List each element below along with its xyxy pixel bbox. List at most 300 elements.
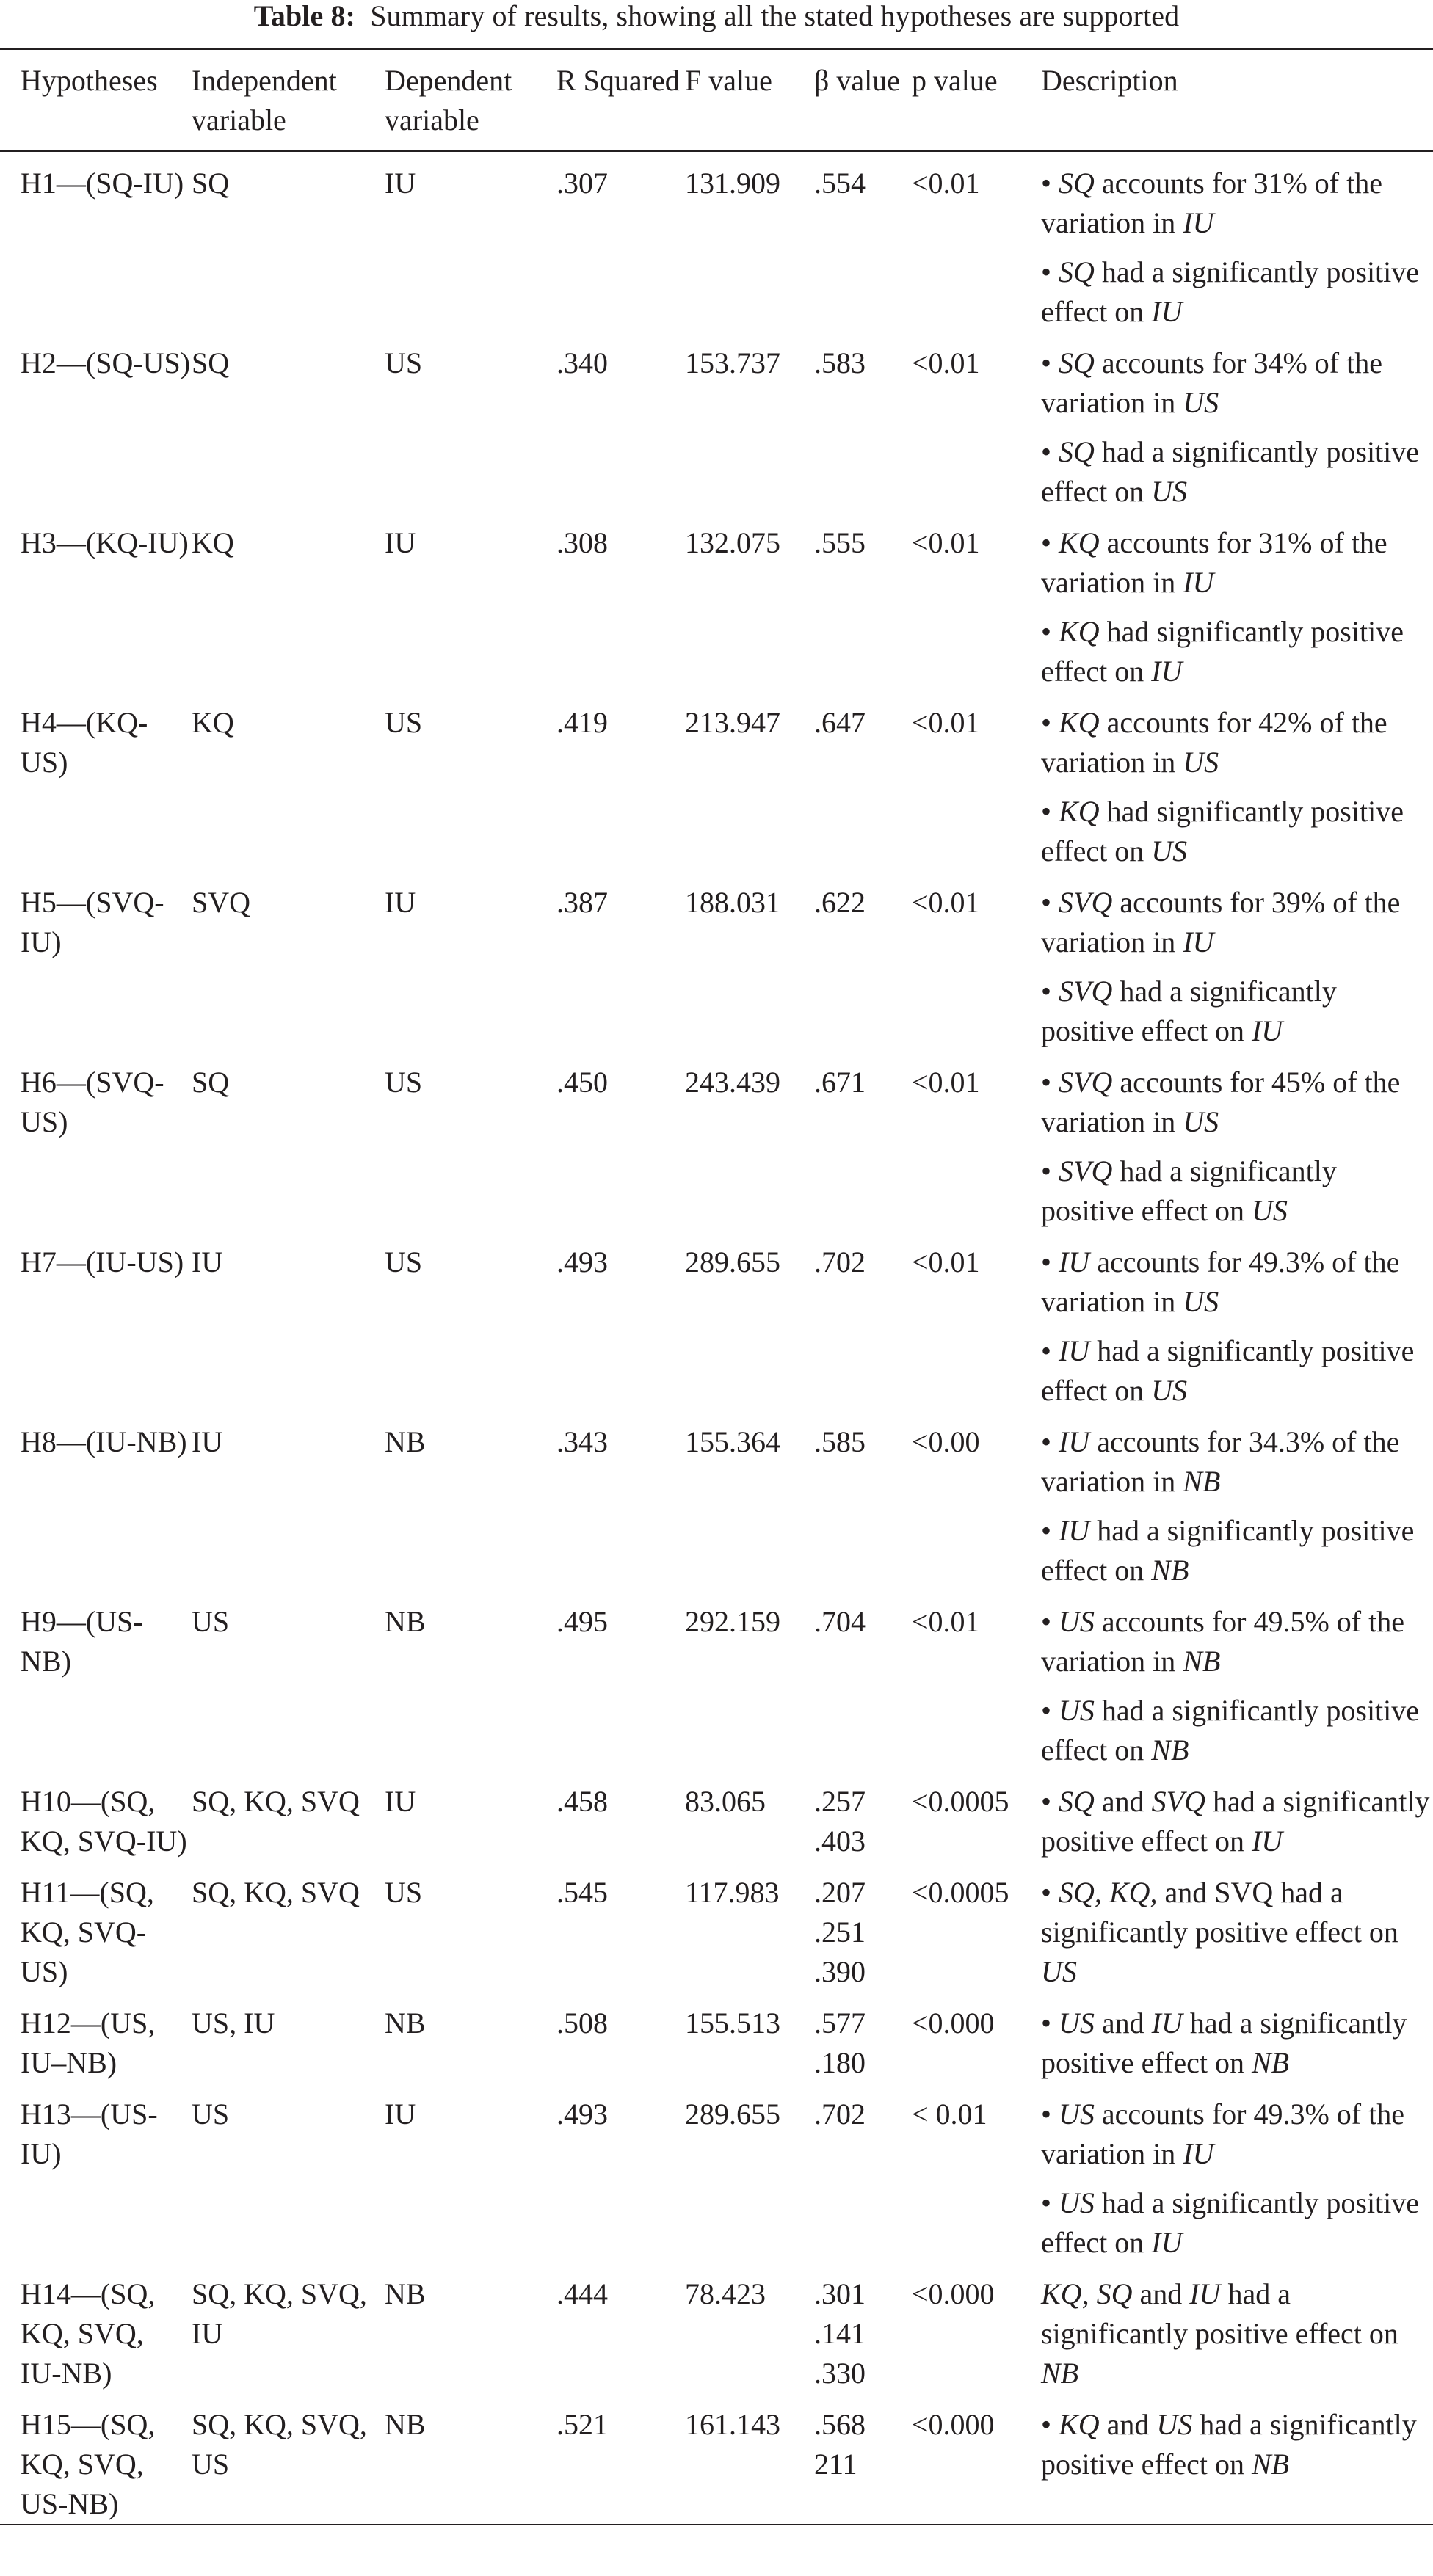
table-row <box>0 871 1433 1051</box>
variable-term: IU <box>1151 655 1183 688</box>
cell-hypothesis: H10—(SQ, KQ, SVQ-IU) <box>21 1785 187 1858</box>
description-text: had a significantly positive effect on <box>1041 2408 1417 2481</box>
cell-p-value: <0.0005 <box>912 1785 1009 1818</box>
beta-value-line: .257 <box>814 1785 866 1818</box>
description-text: had a significantly positive effect on <box>1041 2277 1398 2350</box>
description-text: had a significantly positive effect on <box>1041 1334 1415 1407</box>
beta-value-line: .301 <box>814 2277 866 2310</box>
cell-dependent-variable: IU <box>385 1785 416 1818</box>
header-hypotheses: Hypotheses <box>21 64 158 97</box>
description-text: had a significantly positive effect on <box>1041 1514 1415 1587</box>
cell-description <box>1041 1231 1433 1411</box>
description-text: • <box>1041 1876 1059 1909</box>
cell-hypothesis: H9—(US-NB) <box>21 1605 143 1678</box>
cell-beta-value <box>814 2393 912 2525</box>
header-independent-variable: Independent variable <box>192 64 337 137</box>
cell-p-value: <0.01 <box>912 886 980 919</box>
description-bullet <box>1041 1691 1433 1770</box>
table-row <box>0 1411 1433 1590</box>
cell-beta-value <box>814 1051 912 1231</box>
cell-hypothesis: H1—(SQ-IU) <box>21 167 184 200</box>
cell-r-squared: .493 <box>556 1245 608 1278</box>
cell-f-value: 188.031 <box>685 886 780 919</box>
variable-term: US <box>1156 2408 1193 2441</box>
table-row <box>0 1051 1433 1231</box>
variable-term: IU <box>1183 925 1214 958</box>
beta-value-line: .330 <box>814 2357 866 2390</box>
description-text: • <box>1041 706 1059 739</box>
cell-hypothesis: H7—(IU-US) <box>21 1245 184 1278</box>
table-row <box>0 1992 1433 2083</box>
description-text: accounts for 49.3% of the variation in <box>1041 1245 1400 1318</box>
description-text: • <box>1041 435 1059 468</box>
description-text: • <box>1041 975 1059 1008</box>
cell-dependent-variable: IU <box>385 167 416 200</box>
cell-p-value: <0.01 <box>912 706 980 739</box>
description-text: accounts for 42% of the variation in <box>1041 706 1387 779</box>
variable-term: US <box>1183 1285 1219 1318</box>
variable-term: US <box>1183 386 1219 419</box>
cell-beta-value <box>814 1231 912 1411</box>
cell-f-value: 131.909 <box>685 167 780 200</box>
cell-f-value: 292.159 <box>685 1605 780 1638</box>
variable-term: NB <box>1251 2448 1290 2481</box>
variable-term: IU <box>1059 1425 1090 1458</box>
variable-term: US <box>1151 834 1188 867</box>
beta-value-line: .702 <box>814 1245 866 1278</box>
cell-description <box>1041 691 1433 871</box>
cell-r-squared: .340 <box>556 346 608 379</box>
variable-term: SVQ <box>1059 975 1113 1008</box>
cell-r-squared: .308 <box>556 526 608 559</box>
variable-term: KQ <box>1059 706 1100 739</box>
description-bullet <box>1041 883 1433 962</box>
cell-description <box>1041 1590 1433 1770</box>
cell-hypothesis: H5—(SVQ-IU) <box>21 886 164 958</box>
variable-term: KQ <box>1041 2277 1082 2310</box>
variable-term: SQ <box>1096 2277 1133 2310</box>
description-text: • <box>1041 167 1059 200</box>
cell-description <box>1041 1770 1433 1861</box>
variable-term: SQ, KQ, <box>1059 1876 1158 1909</box>
cell-description <box>1041 1051 1433 1231</box>
cell-p-value: <0.0005 <box>912 1876 1009 1909</box>
description-text: • <box>1041 526 1059 559</box>
beta-value-line: .671 <box>814 1066 866 1099</box>
description-text: • <box>1041 2097 1059 2131</box>
cell-description <box>1041 332 1433 512</box>
cell-f-value: 153.737 <box>685 346 780 379</box>
cell-r-squared: .307 <box>556 167 608 200</box>
description-text: • <box>1041 2408 1059 2441</box>
description-bullet <box>1041 164 1433 243</box>
cell-p-value: <0.01 <box>912 167 980 200</box>
description-bullet <box>1041 1602 1433 1681</box>
table-row <box>0 2393 1433 2525</box>
description-text: • <box>1041 615 1059 648</box>
cell-independent-variable: IU <box>192 1425 223 1458</box>
variable-term: KQ <box>1059 615 1100 648</box>
variable-term: SQ <box>1059 435 1095 468</box>
cell-p-value: <0.000 <box>912 2006 995 2040</box>
description-bullet <box>1041 792 1433 871</box>
description-text: accounts for 49.5% of the variation in <box>1041 1605 1404 1678</box>
cell-beta-value <box>814 1992 912 2083</box>
table-row <box>0 1770 1433 1861</box>
variable-term: NB <box>1251 2046 1290 2079</box>
cell-beta-value <box>814 1590 912 1770</box>
cell-r-squared: .493 <box>556 2097 608 2131</box>
cell-description <box>1041 2263 1433 2393</box>
description-text: • <box>1041 1425 1059 1458</box>
cell-r-squared: .508 <box>556 2006 608 2040</box>
table-row <box>0 151 1433 332</box>
cell-independent-variable: US <box>192 2097 230 2131</box>
variable-term: IU <box>1059 1245 1090 1278</box>
variable-term: NB <box>1183 1645 1221 1678</box>
cell-dependent-variable: US <box>385 1066 423 1099</box>
cell-p-value: <0.000 <box>912 2277 995 2310</box>
beta-value-line: .207 <box>814 1876 866 1909</box>
cell-beta-value <box>814 2263 912 2393</box>
description-text: had a significantly positive effect on <box>1041 2006 1407 2079</box>
cell-r-squared: .450 <box>556 1066 608 1099</box>
table-caption <box>0 0 1433 43</box>
cell-independent-variable: US, IU <box>192 2006 275 2040</box>
beta-value-line: .702 <box>814 2097 866 2131</box>
description-bullet <box>1041 1511 1433 1590</box>
cell-dependent-variable: IU <box>385 886 416 919</box>
description-text: had a significantly positive effect on <box>1041 975 1337 1047</box>
description-text: • <box>1041 346 1059 379</box>
cell-r-squared: .521 <box>556 2408 608 2441</box>
description-text: and <box>1094 2006 1152 2040</box>
description-text: and SVQ had a significantly positive effect on <box>1041 1876 1398 1949</box>
cell-dependent-variable: NB <box>385 1425 426 1458</box>
cell-beta-value <box>814 1770 912 1861</box>
cell-independent-variable: SQ, KQ, SVQ <box>192 1785 360 1818</box>
cell-independent-variable: KQ <box>192 706 234 739</box>
description-text: • <box>1041 1605 1059 1638</box>
cell-r-squared: .495 <box>556 1605 608 1638</box>
description-text: • <box>1041 1154 1059 1187</box>
cell-beta-value <box>814 691 912 871</box>
description-bullet <box>1041 1242 1433 1322</box>
variable-term: US <box>1151 1374 1188 1407</box>
description-bullet <box>1041 2405 1433 2484</box>
description-text: and <box>1099 2408 1157 2441</box>
variable-term: SQ <box>1059 1785 1095 1818</box>
table-row <box>0 1861 1433 1992</box>
table-row <box>0 2263 1433 2393</box>
variable-term: IU <box>1183 206 1214 239</box>
variable-term: IU <box>1151 295 1183 328</box>
cell-f-value: 155.364 <box>685 1425 780 1458</box>
cell-p-value: <0.01 <box>912 346 980 379</box>
header-beta-value: β value <box>814 64 900 97</box>
beta-value-line: .583 <box>814 346 866 379</box>
beta-value-line: .704 <box>814 1605 866 1638</box>
cell-p-value: <0.01 <box>912 1605 980 1638</box>
description-bullet <box>1041 343 1433 423</box>
cell-r-squared: .545 <box>556 1876 608 1909</box>
description-bullet <box>1041 2095 1433 2174</box>
header-r-squared: R Squared <box>556 64 680 97</box>
variable-term: NB <box>1151 1554 1189 1587</box>
description-text: had a significantly positive effect on <box>1041 2186 1420 2259</box>
cell-dependent-variable: NB <box>385 2006 426 2040</box>
description-text: , <box>1081 2277 1097 2310</box>
description-text: accounts for 34.3% of the variation in <box>1041 1425 1400 1498</box>
cell-description <box>1041 2393 1433 2525</box>
beta-value-line: .622 <box>814 886 866 919</box>
cell-description <box>1041 2083 1433 2263</box>
variable-term: NB <box>1151 1733 1189 1767</box>
variable-term: IU <box>1183 2137 1214 2170</box>
cell-independent-variable: SVQ <box>192 886 251 919</box>
cell-description <box>1041 871 1433 1051</box>
cell-hypothesis: H4—(KQ-US) <box>21 706 148 779</box>
description-text: accounts for 34% of the variation in <box>1041 346 1382 419</box>
cell-independent-variable: US <box>192 1605 230 1638</box>
header-p-value: p value <box>912 64 998 97</box>
cell-dependent-variable: IU <box>385 526 416 559</box>
description-bullet <box>1041 1782 1433 1861</box>
cell-dependent-variable: US <box>385 1876 423 1909</box>
cell-p-value: <0.000 <box>912 2408 995 2441</box>
description-text: • <box>1041 255 1059 288</box>
cell-r-squared: .387 <box>556 886 608 919</box>
cell-description <box>1041 151 1433 332</box>
table-row <box>0 1231 1433 1411</box>
description-bullet <box>1041 252 1433 332</box>
cell-f-value: 161.143 <box>685 2408 780 2441</box>
cell-description <box>1041 1411 1433 1590</box>
description-bullet <box>1041 1873 1433 1992</box>
variable-term: IU <box>1151 2226 1183 2259</box>
cell-r-squared: .458 <box>556 1785 608 1818</box>
cell-f-value: 155.513 <box>685 2006 780 2040</box>
table-row <box>0 691 1433 871</box>
description-text: accounts for 31% of the variation in <box>1041 526 1387 599</box>
cell-independent-variable: IU <box>192 1245 223 1278</box>
description-bullet <box>1041 1151 1433 1231</box>
beta-value-line: .180 <box>814 2046 866 2079</box>
description-text: • <box>1041 1785 1059 1818</box>
description-text: • <box>1041 1694 1059 1727</box>
cell-independent-variable: SQ <box>192 1066 230 1099</box>
cell-r-squared: .444 <box>556 2277 608 2310</box>
cell-beta-value <box>814 151 912 332</box>
beta-value-line: .403 <box>814 1824 866 1858</box>
description-text: • <box>1041 886 1059 919</box>
cell-beta-value <box>814 332 912 512</box>
cell-hypothesis: H15—(SQ, KQ, SVQ, US-NB) <box>21 2408 156 2520</box>
variable-term: KQ <box>1059 2408 1100 2441</box>
cell-dependent-variable: US <box>385 1245 423 1278</box>
cell-dependent-variable: IU <box>385 2097 416 2131</box>
variable-term: US <box>1059 1694 1095 1727</box>
cell-independent-variable: SQ, KQ, SVQ <box>192 1876 360 1909</box>
description-bullet <box>1041 612 1433 691</box>
cell-f-value: 83.065 <box>685 1785 766 1818</box>
results-table <box>0 48 1433 2525</box>
description-bullet <box>1041 2004 1433 2083</box>
beta-value-line: .251 <box>814 1915 866 1949</box>
variable-term: SVQ <box>1151 1785 1205 1818</box>
variable-term: SQ <box>1059 255 1095 288</box>
description-text: and <box>1094 1785 1152 1818</box>
beta-value-line: .647 <box>814 706 866 739</box>
description-bullet <box>1041 972 1433 1051</box>
description-bullet <box>1041 703 1433 782</box>
variable-term: IU <box>1251 1824 1283 1858</box>
beta-value-line: .577 <box>814 2006 866 2040</box>
cell-independent-variable: KQ <box>192 526 234 559</box>
cell-f-value: 289.655 <box>685 2097 780 2131</box>
variable-term: IU <box>1183 566 1214 599</box>
variable-term: US <box>1251 1194 1288 1227</box>
variable-term: SQ <box>1059 346 1095 379</box>
cell-beta-value <box>814 1411 912 1590</box>
table-row <box>0 2083 1433 2263</box>
variable-term: US <box>1183 1105 1219 1138</box>
cell-f-value: 243.439 <box>685 1066 780 1099</box>
description-bullet <box>1041 2274 1433 2393</box>
cell-hypothesis: H3—(KQ-IU) <box>21 526 189 559</box>
description-text: had a significantly positive effect on <box>1041 435 1420 508</box>
description-text: • <box>1041 1245 1059 1278</box>
cell-f-value: 289.655 <box>685 1245 780 1278</box>
cell-r-squared: .419 <box>556 706 608 739</box>
beta-value-line: .555 <box>814 526 866 559</box>
cell-independent-variable: SQ, KQ, SVQ, US <box>192 2408 367 2481</box>
variable-term: US <box>1059 2186 1095 2219</box>
variable-term: US <box>1059 2097 1095 2131</box>
cell-f-value: 78.423 <box>685 2277 766 2310</box>
variable-term: KQ <box>1059 795 1100 828</box>
cell-hypothesis: H6—(SVQ-US) <box>21 1066 164 1138</box>
description-text: had a significantly positive effect on <box>1041 1694 1420 1767</box>
description-text: and <box>1132 2277 1190 2310</box>
cell-hypothesis: H2—(SQ-US) <box>21 346 191 379</box>
variable-term: SVQ <box>1059 1154 1113 1187</box>
cell-beta-value <box>814 871 912 1051</box>
table-caption-text: Summary of results, showing all the stated hypotheses are supported <box>370 0 1180 32</box>
cell-dependent-variable: NB <box>385 2408 426 2441</box>
description-text: had a significantly positive effect on <box>1041 1154 1337 1227</box>
variable-term: IU <box>1059 1514 1090 1547</box>
beta-value-line: .585 <box>814 1425 866 1458</box>
description-text: accounts for 39% of the variation in <box>1041 886 1401 958</box>
description-bullet <box>1041 1422 1433 1502</box>
description-text: had a significantly positive effect on <box>1041 255 1420 328</box>
table-row <box>0 1590 1433 1770</box>
cell-p-value: <0.00 <box>912 1425 980 1458</box>
description-bullet <box>1041 523 1433 603</box>
header-dependent-variable: Dependent variable <box>385 64 512 137</box>
variable-term: SVQ <box>1059 886 1113 919</box>
beta-value-line: 211 <box>814 2448 857 2481</box>
description-bullet <box>1041 2183 1433 2263</box>
cell-p-value: <0.01 <box>912 1066 980 1099</box>
variable-term: US <box>1059 1605 1095 1638</box>
table-row <box>0 332 1433 512</box>
table-row <box>0 512 1433 691</box>
variable-term: US <box>1041 1955 1077 1988</box>
cell-hypothesis: H12—(US, IU–NB) <box>21 2006 156 2079</box>
cell-dependent-variable: US <box>385 346 423 379</box>
description-text: • <box>1041 1514 1059 1547</box>
cell-f-value: 117.983 <box>685 1876 780 1909</box>
cell-dependent-variable: NB <box>385 2277 426 2310</box>
description-text: had significantly positive effect on <box>1041 615 1404 688</box>
description-text: • <box>1041 2186 1059 2219</box>
table-header-row <box>0 49 1433 151</box>
cell-hypothesis: H13—(US-IU) <box>21 2097 158 2170</box>
variable-term: KQ <box>1059 526 1100 559</box>
cell-beta-value <box>814 2083 912 2263</box>
variable-term: NB <box>1041 2357 1079 2390</box>
cell-hypothesis: H8—(IU-NB) <box>21 1425 187 1458</box>
variable-term: IU <box>1251 1014 1283 1047</box>
description-text: accounts for 45% of the variation in <box>1041 1066 1401 1138</box>
description-text: had a significantly positive effect on <box>1041 1785 1430 1858</box>
cell-p-value: < 0.01 <box>912 2097 987 2131</box>
variable-term: SVQ <box>1059 1066 1113 1099</box>
description-bullet <box>1041 432 1433 512</box>
beta-value-line: .554 <box>814 167 866 200</box>
variable-term: US <box>1183 746 1219 779</box>
cell-dependent-variable: US <box>385 706 423 739</box>
cell-f-value: 213.947 <box>685 706 780 739</box>
table-caption-label: Table 8: <box>253 0 355 32</box>
cell-hypothesis: H11—(SQ, KQ, SVQ-US) <box>21 1876 154 1988</box>
cell-description <box>1041 1861 1433 1992</box>
cell-f-value: 132.075 <box>685 526 780 559</box>
cell-p-value: <0.01 <box>912 526 980 559</box>
variable-term: SQ <box>1059 167 1095 200</box>
cell-independent-variable: SQ <box>192 346 230 379</box>
cell-dependent-variable: NB <box>385 1605 426 1638</box>
cell-independent-variable: SQ, KQ, SVQ, IU <box>192 2277 367 2350</box>
description-text: • <box>1041 2006 1059 2040</box>
variable-term: US <box>1151 475 1188 508</box>
description-text: • <box>1041 1066 1059 1099</box>
cell-r-squared: .343 <box>556 1425 608 1458</box>
variable-term: IU <box>1059 1334 1090 1367</box>
variable-term: NB <box>1183 1465 1221 1498</box>
variable-term: IU <box>1189 2277 1221 2310</box>
cell-beta-value <box>814 512 912 691</box>
description-bullet <box>1041 1063 1433 1142</box>
description-text: • <box>1041 795 1059 828</box>
cell-independent-variable: SQ <box>192 167 230 200</box>
beta-value-line: .390 <box>814 1955 866 1988</box>
header-description: Description <box>1041 64 1178 97</box>
cell-description <box>1041 1992 1433 2083</box>
description-bullet <box>1041 1331 1433 1411</box>
cell-beta-value <box>814 1861 912 1992</box>
description-text: • <box>1041 1334 1059 1367</box>
beta-value-line: .568 <box>814 2408 866 2441</box>
description-text: had significantly positive effect on <box>1041 795 1404 867</box>
description-text: accounts for 49.3% of the variation in <box>1041 2097 1404 2170</box>
cell-hypothesis: H14—(SQ, KQ, SVQ, IU-NB) <box>21 2277 156 2390</box>
cell-description <box>1041 512 1433 691</box>
variable-term: IU <box>1151 2006 1183 2040</box>
beta-value-line: .141 <box>814 2317 866 2350</box>
